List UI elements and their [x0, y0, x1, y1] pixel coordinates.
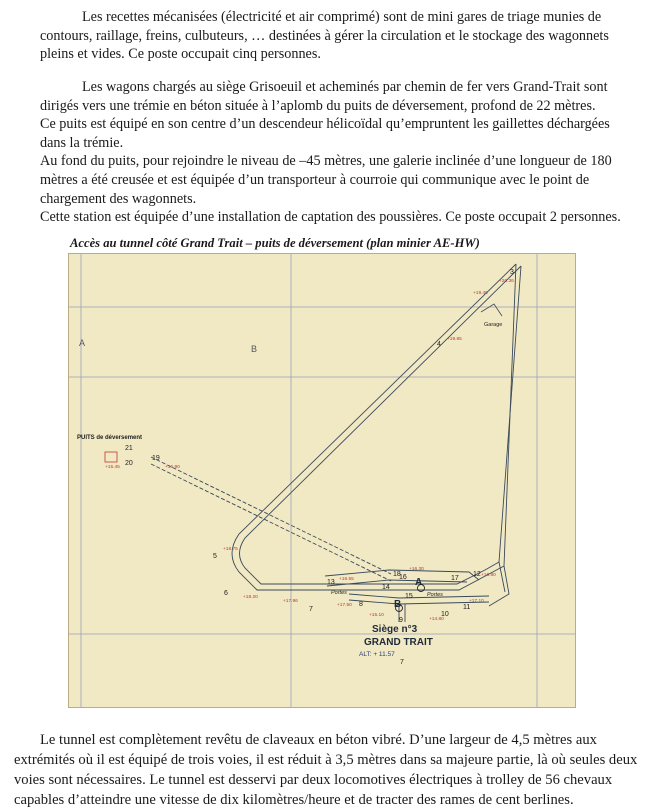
elevation-mark: +17.96	[283, 599, 298, 604]
point-number: 21	[125, 445, 133, 452]
station-a-label: A	[415, 577, 423, 588]
elevation-mark: +15.10	[369, 613, 384, 618]
point-number: 4	[437, 341, 441, 348]
grand-trait-label: GRAND TRAIT	[364, 637, 433, 648]
shaft-paragraph-line-b: Ce puits est équipé en son centre d’un descendeur hélicoïdal qu’empruntent les gaillettes déchargées dans la trémie.	[40, 116, 610, 151]
inclined-gallery	[151, 457, 391, 581]
portes-label-right: Portes	[427, 592, 443, 598]
point-number: 18	[393, 571, 401, 578]
tunnel-paragraph-text: Le tunnel est complètement revêtu de claveaux en béton vibré. D’une largeur de 4,5 mètres aux extrémités où il est équipé de trois voies, il est réduit à 3,5 mètres dans sa majeure partie, là où seules deux voies sont nécessaires. Le tunnel est desservi par deux locomotives électriques à trolley de 56 chevaux capables d’atteindre une vitesse de dix kilomètres/heure et de tracter des rames de cent berlines.	[14, 732, 638, 808]
station-b-label: B	[394, 599, 402, 610]
point-number: 20	[125, 460, 133, 467]
point-number: 5	[213, 553, 217, 560]
elevation-mark: +14.80	[429, 617, 444, 622]
elevation-mark: +19.40	[473, 291, 488, 296]
intro-paragraph-text: Les recettes mécanisées (électricité et air comprimé) sont de mini gares de triage munies de contours, raillage, freins, culbuteurs, … destinées à gérer la circulation et le stockage des wagonnets pleins et vides. Ce poste occupait cinq personnes.	[40, 9, 609, 63]
garage-branch	[481, 304, 502, 316]
elevation-mark: +16.80	[481, 573, 496, 578]
garage-label: Garage	[484, 322, 503, 328]
elevation-mark: +18.20	[243, 595, 258, 600]
shaft-paragraph-line-c: Au fond du puits, pour rejoindre le niveau de –45 mètres, une galerie inclinée d’une longueur de 180 mètres a été creusée et est équipée d’un transporteur à courroie qui communique avec le point de chargement des wagonnets.	[40, 153, 612, 207]
elevation-mark: +17.10	[469, 599, 484, 604]
puits-marker	[105, 452, 117, 462]
shaft-paragraph-line-a: Les wagons chargés au siège Grisoeuil et acheminés par chemin de fer vers Grand-Trait sont dirigés vers une trémie en béton située à l’aplomb du puits de déversement, profond de 22 mètres.	[40, 79, 608, 114]
figure-caption: Accès au tunnel côté Grand Trait – puits de déversement (plan minier AE-HW)	[70, 236, 480, 250]
siege-label: Siège n°3	[372, 624, 418, 635]
point-number: 8	[359, 601, 363, 608]
point-number: 3	[510, 269, 514, 276]
point-number: 7	[400, 659, 404, 666]
portes-label-left: Portes	[331, 590, 347, 596]
intro-paragraph	[40, 8, 635, 64]
elevation-mark: +18.75	[223, 547, 238, 552]
altitude-label: ALT: + 11.57	[359, 651, 395, 658]
point-number: 9	[399, 617, 403, 624]
shaft-paragraph	[40, 78, 635, 227]
elevation-mark: +16.55	[339, 577, 354, 582]
elevation-mark: +17.50	[337, 603, 352, 608]
elevation-mark: +15.45	[105, 465, 120, 470]
elevation-mark: +16.30	[409, 567, 424, 572]
point-number: 12	[473, 571, 481, 578]
elevation-mark: +15.90	[165, 465, 180, 470]
grid-label-b: B	[251, 344, 258, 354]
elevation-mark: +20.36	[499, 279, 514, 284]
tunnel-loop	[232, 264, 521, 622]
mine-plan-drawing	[69, 254, 576, 708]
point-number: 14	[382, 584, 390, 591]
tunnel-paragraph	[14, 730, 642, 810]
mine-plan-map	[68, 253, 576, 708]
point-number: 19	[152, 455, 160, 462]
shaft-paragraph-line-d: Cette station est équipée d’une installation de captation des poussières. Ce poste occupait 2 personnes.	[40, 209, 621, 226]
puits-label: PUITS de déversement	[77, 435, 143, 441]
point-number: 7	[309, 606, 313, 613]
elevation-mark: +19.85	[447, 337, 462, 342]
point-number: 16	[399, 574, 407, 581]
point-number: 15	[405, 593, 413, 600]
grid-label-a: A	[79, 338, 86, 348]
point-number: 17	[451, 575, 459, 582]
point-number: 6	[224, 590, 228, 597]
point-number: 13	[327, 579, 335, 586]
point-number: 10	[441, 611, 449, 618]
point-number: 11	[463, 604, 471, 611]
